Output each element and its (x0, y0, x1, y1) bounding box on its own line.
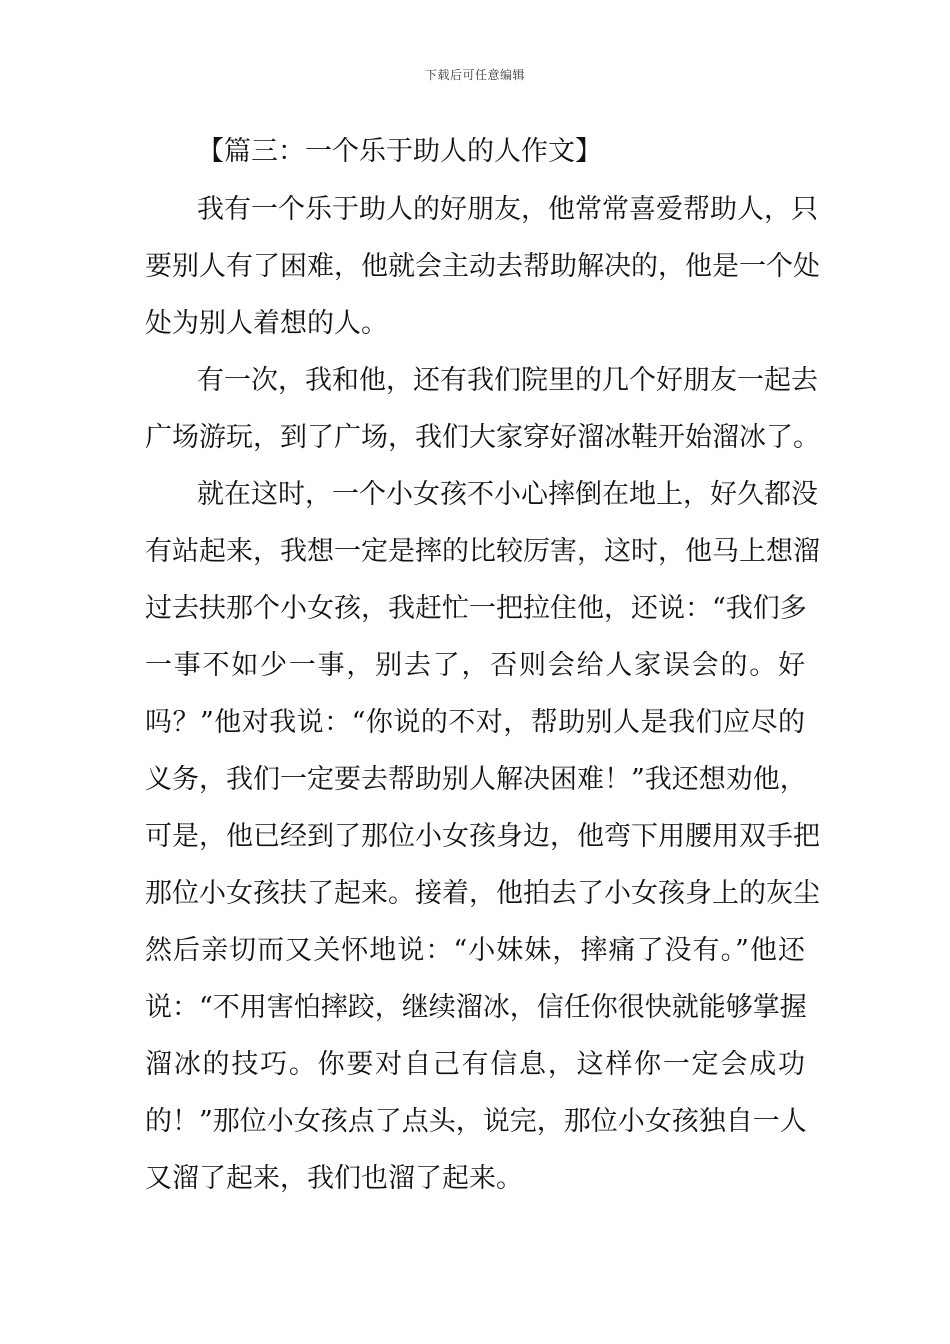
paragraph-3-line-8: 那位小女孩扶了起来。接着，他拍去了小女孩身上的灰尘 (145, 878, 820, 909)
paragraph-3-line-10: 说：“不用害怕摔跤，继续溜冰，信任你很快就能够掌握 (145, 992, 807, 1023)
paragraph-3-line-11: 溜冰的技巧。你要对自己有信息，这样你一定会成功 (145, 1049, 805, 1080)
paragraph-3-line-1: 就在这时，一个小女孩不小心摔倒在地上，好久都没 (197, 479, 818, 510)
paragraph-1-line-1: 我有一个乐于助人的好朋友，他常常喜爱帮助人，只 (197, 194, 818, 225)
header-note: 下载后可任意编辑 (424, 68, 525, 82)
paragraph-3-line-3: 过去扶那个小女孩，我赶忙一把拉住他，还说：“我们多 (145, 593, 807, 624)
paragraph-3-line-12: 的！”那位小女孩点了点头，说完，那位小女孩独自一人 (145, 1106, 807, 1137)
paragraph-3-line-13: 又溜了起来，我们也溜了起来。 (145, 1163, 523, 1194)
paragraph-3-line-7: 可是，他已经到了那位小女孩身边，他弯下用腰用双手把 (145, 821, 820, 852)
document-title: 【篇三：一个乐于助人的人作文】 (197, 136, 602, 167)
paragraph-1-line-2: 要别人有了困难，他就会主动去帮助解决的，他是一个处 (145, 251, 820, 282)
paragraph-3-line-2: 有站起来，我想一定是摔的比较厉害，这时，他马上想溜 (145, 536, 820, 567)
paragraph-3-line-4: 一事不如少一事，别去了，否则会给人家误会的。好 (145, 650, 805, 681)
paragraph-1-line-3: 处为别人着想的人。 (145, 308, 388, 339)
paragraph-3-line-5: 吗？”他对我说：“你说的不对，帮助别人是我们应尽的 (145, 707, 805, 738)
paragraph-2-line-1: 有一次，我和他，还有我们院里的几个好朋友一起去 (197, 365, 818, 396)
paragraph-3-line-9: 然后亲切而又关怀地说：“小妹妹，摔痛了没有。”他还 (145, 935, 805, 966)
paragraph-3-line-6: 义务，我们一定要去帮助别人解决困难！”我还想劝他， (145, 764, 807, 795)
paragraph-2-line-2: 广场游玩，到了广场，我们大家穿好溜冰鞋开始溜冰了。 (145, 422, 820, 453)
